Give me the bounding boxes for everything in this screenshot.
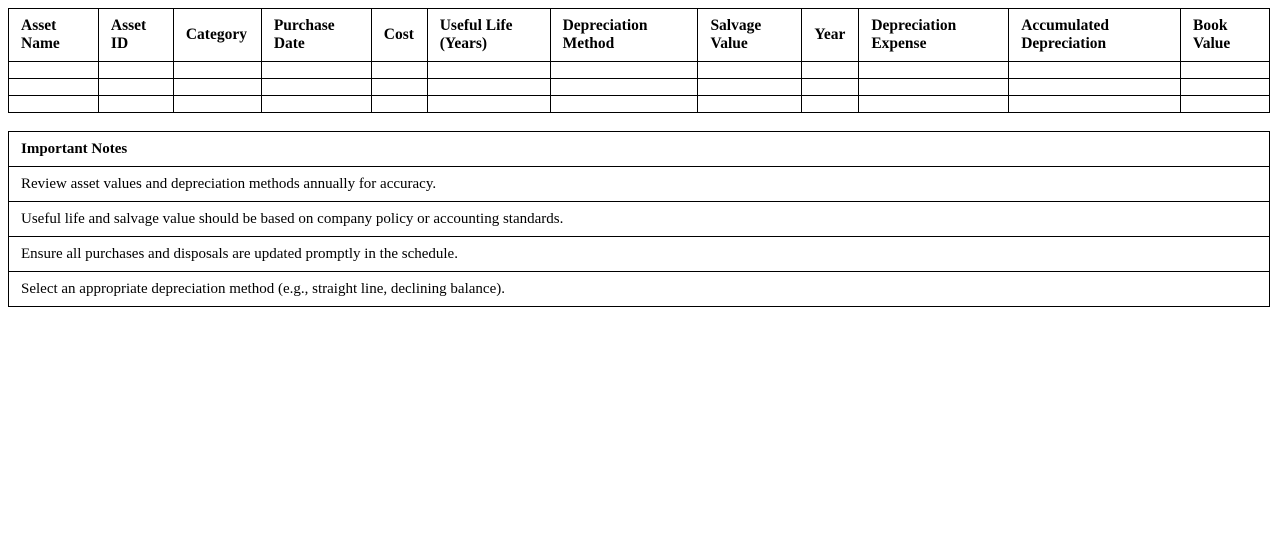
table-cell[interactable]	[98, 79, 173, 96]
note-row	[9, 237, 1270, 272]
table-cell[interactable]	[698, 96, 802, 113]
note-text: Ensure all purchases and disposals are updated promptly in the schedule.	[9, 237, 1270, 272]
note-text: Useful life and salvage value should be based on company policy or accounting standards.	[9, 202, 1270, 237]
table-cell[interactable]	[1009, 79, 1181, 96]
column-header-asset-name: Asset Name	[9, 9, 99, 62]
table-cell[interactable]	[550, 62, 698, 79]
table-cell[interactable]	[1009, 62, 1181, 79]
important-notes-table	[8, 131, 1270, 307]
table-body	[9, 62, 1270, 113]
table-cell[interactable]	[371, 62, 427, 79]
column-header-asset-id: Asset ID	[98, 9, 173, 62]
column-header-cost: Cost	[371, 9, 427, 62]
table-cell[interactable]	[9, 62, 99, 79]
table-cell[interactable]	[98, 62, 173, 79]
table-cell[interactable]	[98, 96, 173, 113]
table-cell[interactable]	[698, 62, 802, 79]
table-cell[interactable]	[427, 62, 550, 79]
table-cell[interactable]	[371, 96, 427, 113]
page-content	[8, 8, 1270, 307]
table-cell[interactable]	[802, 96, 859, 113]
note-row	[9, 272, 1270, 307]
table-cell[interactable]	[261, 79, 371, 96]
table-cell[interactable]	[1180, 96, 1269, 113]
note-row	[9, 202, 1270, 237]
table-cell[interactable]	[427, 79, 550, 96]
table-cell[interactable]	[1180, 79, 1269, 96]
column-header-purchase-date: Purchase Date	[261, 9, 371, 62]
depreciation-schedule-table	[8, 8, 1270, 113]
table-cell[interactable]	[698, 79, 802, 96]
notes-title: Important Notes	[9, 132, 1270, 167]
column-header-depreciation-expense: Depreciation Expense	[859, 9, 1009, 62]
table-cell[interactable]	[550, 79, 698, 96]
column-header-book-value: Book Value	[1180, 9, 1269, 62]
table-cell[interactable]	[173, 79, 261, 96]
table-row	[9, 62, 1270, 79]
table-cell[interactable]	[9, 96, 99, 113]
table-cell[interactable]	[859, 62, 1009, 79]
table-cell[interactable]	[802, 62, 859, 79]
table-cell[interactable]	[371, 79, 427, 96]
table-cell[interactable]	[859, 79, 1009, 96]
table-cell[interactable]	[261, 62, 371, 79]
table-cell[interactable]	[1009, 96, 1181, 113]
column-header-salvage-value: Salvage Value	[698, 9, 802, 62]
column-header-useful-life: Useful Life (Years)	[427, 9, 550, 62]
table-cell[interactable]	[9, 79, 99, 96]
note-row	[9, 167, 1270, 202]
table-header-row	[9, 9, 1270, 62]
column-header-depreciation-method: Depreciation Method	[550, 9, 698, 62]
note-text: Review asset values and depreciation methods annually for accuracy.	[9, 167, 1270, 202]
table-cell[interactable]	[859, 96, 1009, 113]
column-header-accumulated-depreciation: Accumulated Depreciation	[1009, 9, 1181, 62]
note-text: Select an appropriate depreciation method (e.g., straight line, declining balance).	[9, 272, 1270, 307]
column-header-category: Category	[173, 9, 261, 62]
table-cell[interactable]	[550, 96, 698, 113]
table-row	[9, 96, 1270, 113]
table-cell[interactable]	[261, 96, 371, 113]
column-header-year: Year	[802, 9, 859, 62]
table-cell[interactable]	[173, 62, 261, 79]
table-cell[interactable]	[802, 79, 859, 96]
table-row	[9, 79, 1270, 96]
table-cell[interactable]	[427, 96, 550, 113]
table-cell[interactable]	[173, 96, 261, 113]
notes-header-row	[9, 132, 1270, 167]
table-cell[interactable]	[1180, 62, 1269, 79]
